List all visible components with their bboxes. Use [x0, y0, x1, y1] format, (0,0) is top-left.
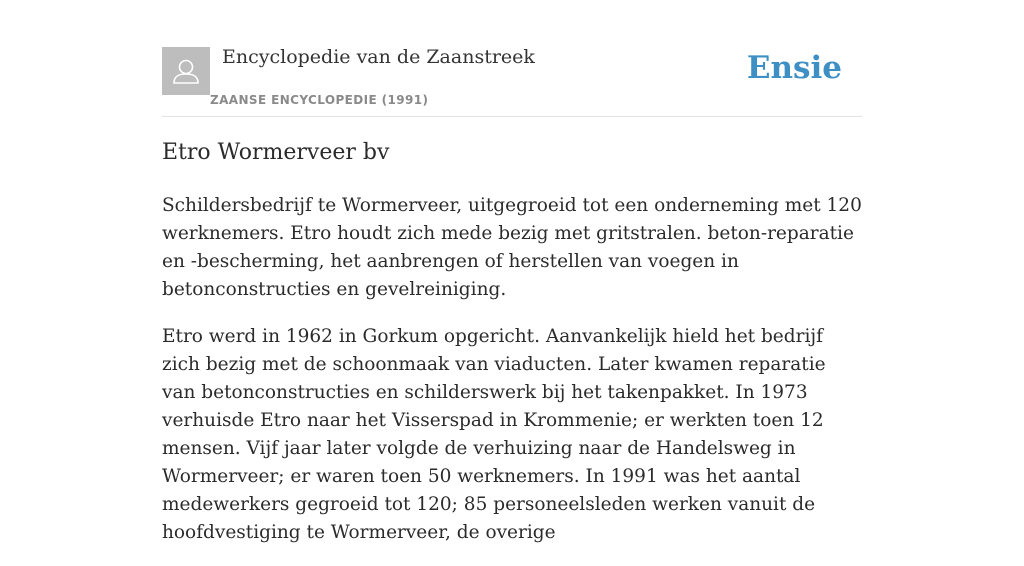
article-paragraph: Schildersbedrijf te Wormerveer, uitgegroeid tot een onderneming met 120 werknemers. Etro houdt zich mede bezig met gritstralen. beton-reparatie en -bescherming, het aanbrengen of herstellen van voegen in betonconstructies en gevelreiniging. [162, 195, 862, 300]
article-paragraph: Etro werd in 1962 in Gorkum opgericht. Aanvankelijk hield het bedrijf zich bezig met de schoonmaak van viaducten. Later kwamen reparatie van betonconstructies en schilderswerk bij het takenpakket. In 1973 verhuisde Etro naar het Visserspad in Krommenie; er werkten toen 12 mensen. Vijf jaar later volgde de verhuizing naar de Handelsweg in Wormerveer; er waren toen 50 werknemers. In 1991 was het aantal medewerkers gegroeid tot 120; 85 personeelsleden werken vanuit de hoofdvestiging te Wormerveer, de overige [162, 326, 826, 543]
source-title[interactable]: Encyclopedie van de Zaanstreek [222, 46, 535, 68]
source-subtitle: ZAANSE ENCYCLOPEDIE (1991) [210, 93, 429, 107]
source-header [162, 40, 862, 117]
article-title: Etro Wormerveer bv [162, 140, 390, 165]
ensie-logo-link[interactable]: Ensie [746, 50, 842, 86]
source-avatar[interactable] [162, 47, 210, 95]
user-icon [162, 47, 210, 95]
article-body [162, 192, 862, 566]
